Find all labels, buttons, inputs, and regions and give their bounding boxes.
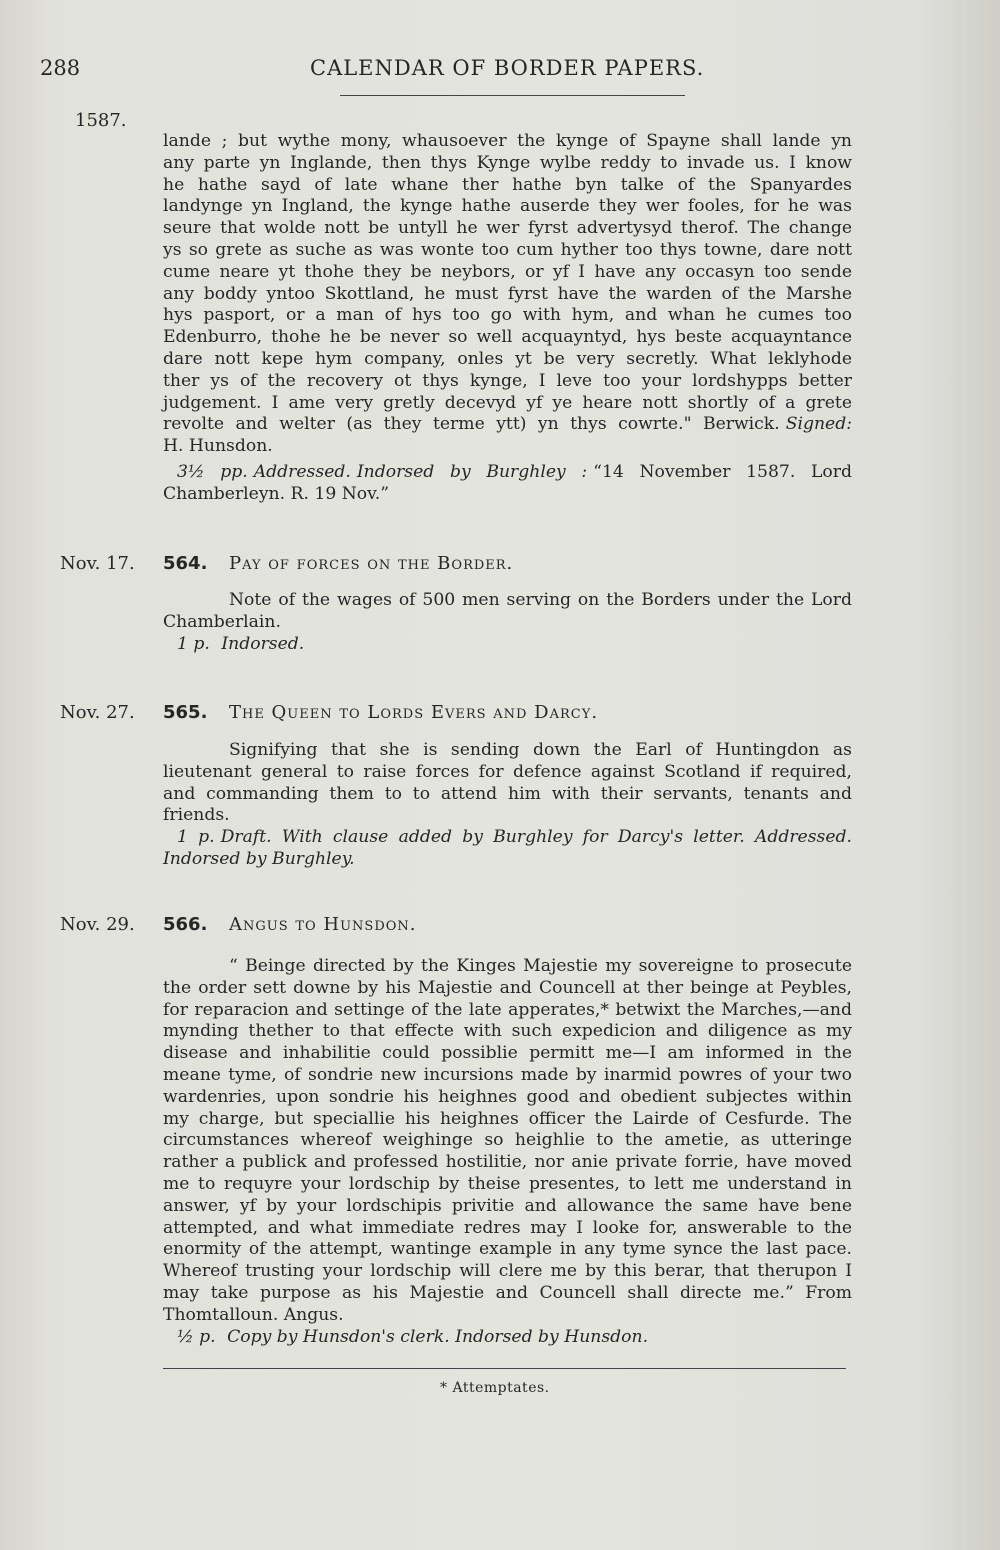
text-line: hys pasport, or a man of hys too go with hym, and whan he cumes too	[163, 305, 852, 326]
page-number: 288	[40, 56, 81, 80]
text-line	[163, 414, 852, 436]
text-line: he hathe sayd of late whane ther hathe byn talke of the Spanyardes	[163, 174, 852, 195]
entry-date: Nov. 27.	[60, 702, 135, 723]
text-line: mynding thether to that effecte with such expedicion and diligence as my	[163, 1021, 852, 1042]
text-line: answer, yf by your lordschipis privitie and allowance the same have bene	[163, 1195, 852, 1216]
editorial-note	[163, 634, 852, 656]
text-line: Thomtalloun. Angus.	[163, 1304, 344, 1325]
entry-title: The Queen to Lords Evers and Darcy.	[229, 702, 599, 723]
continued-letter	[163, 131, 852, 506]
text-line: any boddy yntoo Skottland, he must fyrst have the warden of the Marshe	[163, 283, 852, 304]
text-line: Note of the wages of 500 men serving on the Borders under the Lord	[229, 590, 852, 610]
text-line: wardenries, upon sondrie his heighnes good and obedient subjectes within	[163, 1086, 852, 1107]
text-line: cume neare yt thohe they be neybors, or yf I have any occasyn too sende	[163, 261, 852, 282]
text-line: enormity of the attempt, wantinge example in any tyme synce the last pace.	[163, 1239, 852, 1260]
note-indorsed: Indorsed by Burghley :	[356, 461, 588, 482]
text-line: my charge, but speciallie his heighnes officer the Lairde of Cesfurde. The	[163, 1108, 852, 1129]
text-line: Whereof trusting your lordschip will clere me by this berar, that therupon I	[163, 1261, 852, 1282]
note-quote: “14 November 1587. Lord	[593, 461, 852, 482]
text-line: the order sett downe by his Majestie and Councell at ther beinge at Peybles,	[163, 977, 852, 998]
text-line: dare nott kepe hym company, onles yt be very secretly. What leklyhode	[163, 348, 852, 369]
page-header	[40, 56, 940, 86]
entry-date: Nov. 17.	[60, 553, 135, 574]
text-line: for reparacion and settinge of the late apperates,* betwixt the Marches,—and	[163, 999, 852, 1020]
text-line: lieutenant general to raise forces for defence against Scotland if required,	[163, 761, 852, 782]
text-line: “ Beinge directed by the Kinges Majestie my sovereigne to prosecute	[229, 956, 852, 976]
text-line: Chamberlain.	[163, 611, 281, 632]
running-title: CALENDAR OF BORDER PAPERS.	[310, 56, 705, 80]
text-line: may take purpose as his Majestie and Councell shall directe me.” From	[163, 1282, 852, 1303]
editorial-note	[163, 462, 852, 484]
text-line: Signifying that she is sending down the Earl of Huntingdon as	[229, 740, 852, 760]
note-size: 1 p.	[177, 827, 215, 848]
signed-label: Signed:	[785, 414, 852, 435]
text-line: lande ; but wythe mony, whausoever the kynge of Spayne shall lande yn	[163, 131, 852, 151]
text-line: landynge yn Ingland, the kynge hathe auserde they wer fooles, for he was	[163, 196, 852, 217]
text-line: meane tyme, of sondrie new incursions made by inarmid powres of your two	[163, 1064, 852, 1085]
header-rule	[340, 95, 685, 96]
text-line: any parte yn Inglande, then thys Kynge wylbe reddy to invade us. I know	[163, 152, 852, 173]
text-line: judgement. I ame very gretly decevyd yf ye heare nott shortly of a grete	[163, 392, 852, 413]
text-line: disease and inhabilitie could possiblie permitt me—I am informed in the	[163, 1043, 852, 1064]
note-text: Copy by Hunsdon's clerk. Indorsed by Hunsdon.	[227, 1326, 649, 1347]
note-text: Indorsed.	[221, 633, 305, 654]
entry-number: 566.	[163, 914, 208, 935]
text-fragment: revolte and welter (as they terme ytt) yn thys cowrte." Berwick.	[163, 414, 780, 435]
footnote-rule	[163, 1368, 846, 1369]
note-addressed: Addressed.	[253, 461, 351, 482]
editorial-note	[163, 827, 852, 849]
text-line: friends.	[163, 805, 230, 826]
text-line: me to requyre your lordschip by theise presentes, to lett me understand in	[163, 1173, 852, 1194]
entry-title: Angus to Hunsdon.	[229, 914, 417, 935]
year-label: 1587.	[75, 110, 127, 131]
signed-name: H. Hunsdon.	[163, 436, 273, 457]
text-line: and commanding them to to attend him with their servants, tenants and	[163, 783, 852, 804]
text-line: attempted, and what immediate redres may I looke for, answerable to the	[163, 1217, 852, 1238]
text-line: circumstances whereof weighinge so heighlie to the ametie, as utteringe	[163, 1130, 852, 1151]
text-line: ys so grete as suche as was wonte too cum hyther too thys towne, dare nott	[163, 239, 852, 260]
entry-title: Pay of forces on the Border.	[229, 553, 514, 574]
entry-summary	[163, 740, 852, 871]
note-text: Draft. With clause added by Burghley for Darcy's letter. Addressed.	[220, 827, 852, 848]
note-size: ½ p.	[177, 1326, 216, 1347]
note-text-cont: Indorsed by Burghley.	[163, 848, 355, 869]
text-line: seure that wolde nott be untyll he wer fyrst advertysyd therof. The change	[163, 218, 852, 239]
entry-number: 564.	[163, 553, 208, 574]
entry-letter	[163, 956, 852, 1348]
note-size: 1 p.	[177, 633, 210, 654]
footnote: * Attemptates.	[440, 1380, 550, 1396]
note-size: 3½ pp.	[177, 461, 248, 482]
entry-summary	[163, 590, 852, 655]
entry-number: 565.	[163, 702, 208, 723]
editorial-note	[163, 1327, 852, 1349]
text-line: Edenburro, thohe he be never so well acquayntyd, hys beste acquayntance	[163, 327, 852, 348]
entry-date: Nov. 29.	[60, 914, 135, 935]
text-line: rather a publick and professed hostilitie, nor anie private forrie, have moved	[163, 1152, 852, 1173]
text-line: ther ys of the recovery ot thys kynge, I leve too your lordshypps better	[163, 370, 852, 391]
note-quote-cont: Chamberleyn. R. 19 Nov.”	[163, 483, 390, 504]
